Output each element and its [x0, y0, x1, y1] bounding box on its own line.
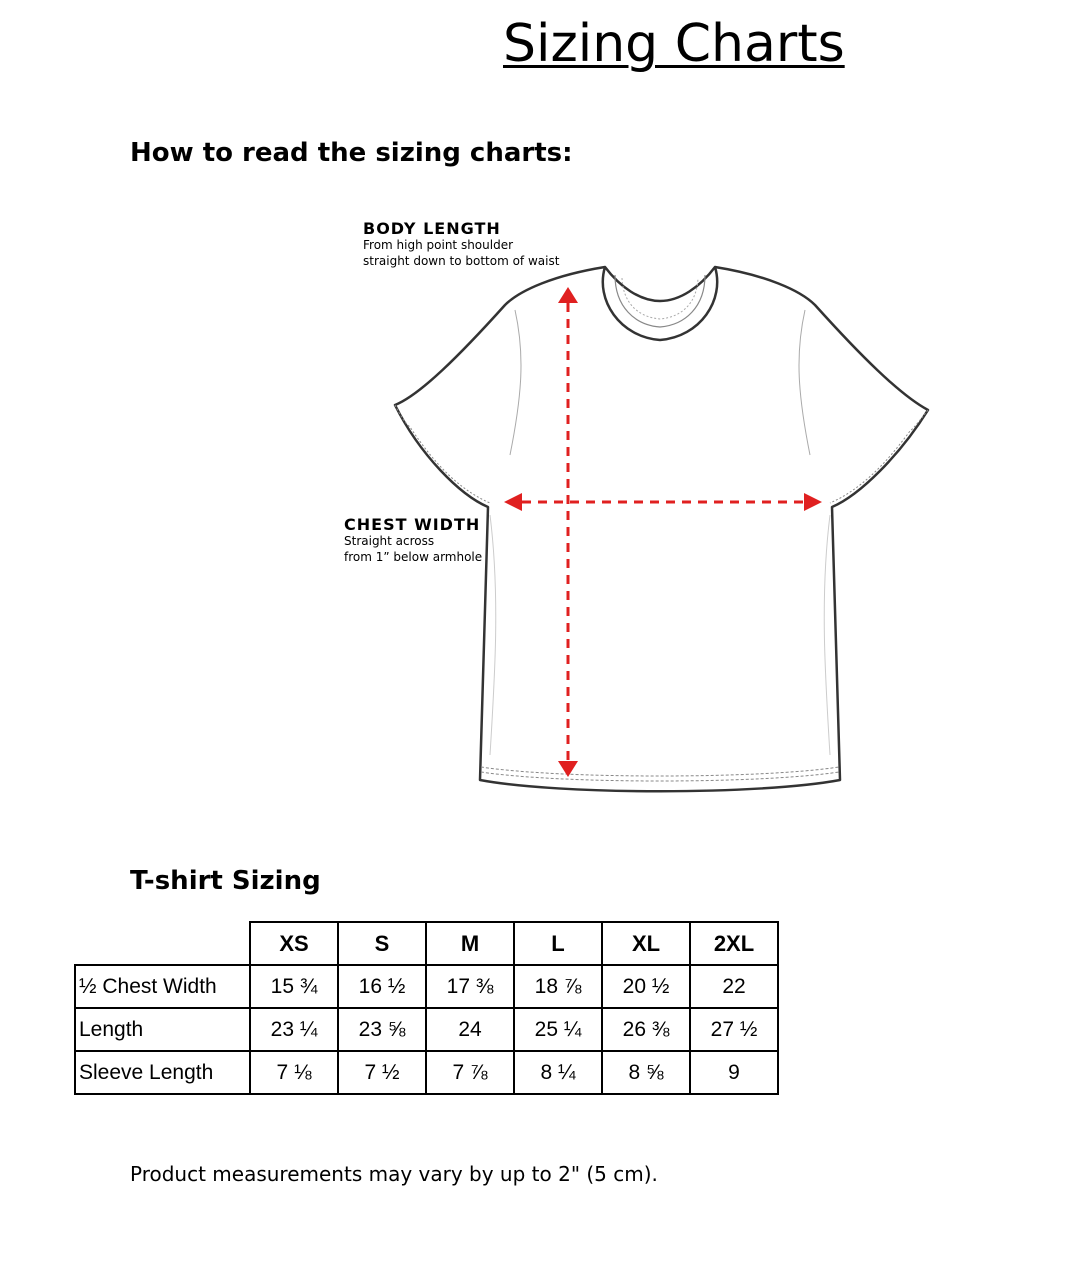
body-length-label: [363, 221, 559, 269]
chest-width-label: [344, 517, 482, 565]
body-length-heading: BODY LENGTH: [363, 219, 501, 238]
size-table: [74, 921, 779, 1095]
chest-width-desc-1: Straight across: [344, 534, 435, 548]
table-cell: 7 ⅞: [426, 1051, 514, 1094]
table-corner: [75, 922, 250, 965]
table-cell: 9: [690, 1051, 778, 1094]
size-header: S: [338, 922, 426, 965]
table-row: [75, 1008, 778, 1051]
table-row: [75, 965, 778, 1008]
table-cell: 27 ½: [690, 1008, 778, 1051]
size-header: XS: [250, 922, 338, 965]
page-title: Sizing Charts: [503, 14, 845, 74]
table-cell: 26 ⅜: [602, 1008, 690, 1051]
row-label: Sleeve Length: [75, 1051, 250, 1094]
measurement-note: Product measurements may vary by up to 2" (5 cm).: [130, 1162, 658, 1186]
tshirt-sizing-heading: T-shirt Sizing: [130, 866, 321, 896]
table-header-row: [75, 922, 778, 965]
table-cell: 18 ⅞: [514, 965, 602, 1008]
body-length-desc-1: From high point shoulder: [363, 238, 514, 252]
table-cell: 17 ⅜: [426, 965, 514, 1008]
table-cell: 15 ¾: [250, 965, 338, 1008]
table-cell: 20 ½: [602, 965, 690, 1008]
table-cell: 8 ⅝: [602, 1051, 690, 1094]
size-header: XL: [602, 922, 690, 965]
table-cell: 7 ⅛: [250, 1051, 338, 1094]
table-cell: 22: [690, 965, 778, 1008]
size-header: 2XL: [690, 922, 778, 965]
instructions-heading: How to read the sizing charts:: [130, 138, 573, 168]
chest-width-desc-2: from 1” below armhole: [344, 550, 483, 564]
body-length-desc-2: straight down to bottom of waist: [363, 254, 560, 268]
table-cell: 24: [426, 1008, 514, 1051]
size-header: L: [514, 922, 602, 965]
tshirt-diagram: [340, 215, 940, 815]
table-cell: 25 ¼: [514, 1008, 602, 1051]
table-cell: 23 ¼: [250, 1008, 338, 1051]
table-cell: 23 ⅝: [338, 1008, 426, 1051]
chest-width-heading: CHEST WIDTH: [344, 515, 481, 534]
row-label: ½ Chest Width: [75, 965, 250, 1008]
table-row: [75, 1051, 778, 1094]
table-cell: 16 ½: [338, 965, 426, 1008]
row-label: Length: [75, 1008, 250, 1051]
size-header: M: [426, 922, 514, 965]
table-cell: 7 ½: [338, 1051, 426, 1094]
table-cell: 8 ¼: [514, 1051, 602, 1094]
